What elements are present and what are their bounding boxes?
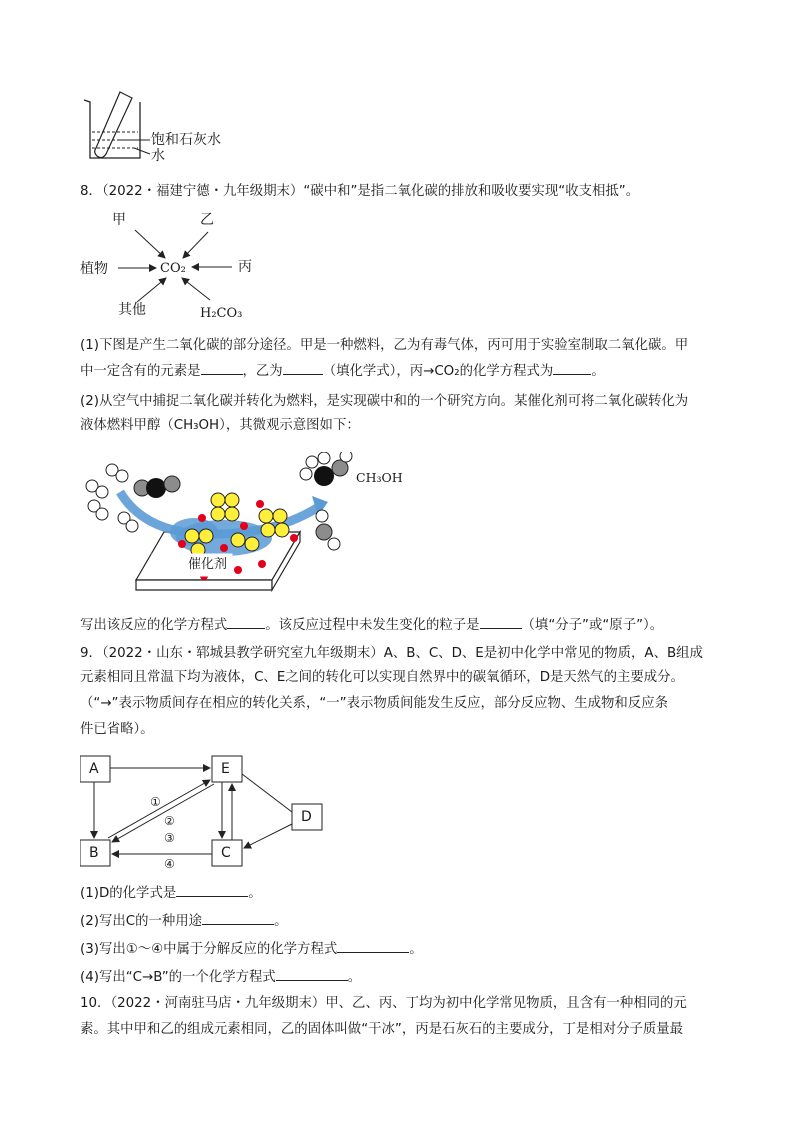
q9-node-a: A [89, 761, 99, 777]
q8-part1-text-c: （填化学式），丙→CO₂的化学方程式为 [322, 364, 554, 379]
q8-answer-element-blank[interactable] [201, 360, 243, 375]
q9-sub3 [80, 938, 720, 960]
q10-line1: 10．（2022・河南驻马店・九年级期末）甲、乙、丙、丁均为初中化学常见物质，且含有一种相同的元 [80, 996, 687, 1011]
q8-label-co2: CO₂ [160, 261, 186, 276]
q8-co2-diagram [80, 208, 280, 326]
q8-part3-text-c: （填“分子”或“原子”）。 [521, 618, 664, 633]
q9-sub4-text: (4)写出“C→B”的一个化学方程式 [80, 970, 276, 985]
q9-relation-arrows [80, 754, 330, 870]
q8-label-jia: 甲 [112, 212, 126, 228]
q9-arrow-label-3: ③ [164, 831, 175, 845]
q8-part1-line1: (1)下图是产生二氧化碳的部分途径。甲是一种燃料，乙为有毒气体，丙可用于实验室制取二氧化碳。甲 [80, 338, 689, 353]
beaker-figure [80, 88, 240, 168]
q9-line2: 元素相同且常温下均为液体，C、E之间的转化可以实现自然界中的碳氧循环，D是天然气的主要成分。 [80, 670, 684, 685]
q9-arrow-label-4: ④ [164, 857, 175, 871]
q8-answer-reaction-blank[interactable] [227, 614, 265, 629]
q9-sub2-blank[interactable] [202, 910, 274, 925]
q9-sub1-text: (1)D的化学式是 [80, 886, 177, 901]
q9-node-e: E [221, 761, 230, 777]
q9-sub3-period: 。 [409, 942, 423, 957]
q10-line2: 素。其中甲和乙的组成元素相同，乙的固体叫做“干冰”，丙是石灰石的主要成分，丁是相对分子质量最 [80, 1022, 684, 1037]
q9-sub4 [80, 966, 720, 988]
q9-sub2-text: (2)写出C的一种用途 [80, 914, 203, 929]
q8-part1-text-b: ，乙为 [242, 364, 283, 379]
beaker-label-saturated-limewater: 饱和石灰水 [151, 132, 221, 148]
q9-sub3-blank[interactable] [337, 938, 409, 953]
q8-part3-line [80, 614, 720, 636]
q8-micro-label-catalyst: 催化剂 [188, 557, 228, 572]
q8-answer-particle-blank[interactable] [480, 614, 522, 629]
q8-answer-equation-blank[interactable] [553, 360, 591, 375]
q9-sub1 [80, 882, 720, 904]
q9-line4: 件已省略）。 [80, 722, 154, 737]
q8-label-bing: 丙 [238, 259, 252, 275]
q8-label-h2co3: H₂CO₃ [200, 306, 243, 321]
q9-sub1-blank[interactable] [176, 882, 248, 897]
q9-arrow-label-1: ① [150, 795, 161, 809]
q8-part3-text-b: 。该反应过程中未发生变化的粒子是 [265, 618, 480, 633]
q9-sub1-period: 。 [248, 886, 262, 901]
q8-answer-gas-blank[interactable] [283, 360, 323, 375]
q9-sub3-text: (3)写出①～④中属于分解反应的化学方程式 [80, 942, 338, 957]
q8-label-yi: 乙 [200, 212, 214, 228]
q8-part1-text-a: 中一定含有的元素是 [80, 364, 201, 379]
q9-node-d: D [301, 809, 312, 825]
q8-part3-text-a: 写出该反应的化学方程式 [80, 618, 228, 633]
q9-arrow-label-2: ② [164, 814, 175, 828]
beaker-label-water: 水 [151, 148, 165, 164]
q9-sub4-period: 。 [347, 970, 362, 985]
q9-line3: （“→”表示物质间存在相应的转化关系，“一”表示物质间能发生反应，部分反应物、生成物和反应条 [80, 696, 668, 711]
q9-node-b: B [89, 845, 99, 861]
q9-sub2-period: 。 [274, 914, 288, 929]
q8-heading: 8．（2022・福建宁德・九年级期末）“碳中和”是指二氧化碳的排放和吸收要实现“收支相抵”。 [80, 184, 640, 199]
q8-micro-diagram [84, 452, 424, 602]
q9-sub2 [80, 910, 720, 932]
q8-part1-text-d: 。 [591, 364, 605, 379]
q8-part1-line2 [80, 360, 720, 382]
q9-node-c: C [221, 845, 231, 861]
q9-line1: 9．（2022・山东・郓城县教学研究室九年级期末）A、B、C、D、E是初中化学中常见的物质，A、B组成 [80, 646, 703, 661]
q9-relation-diagram [80, 754, 330, 870]
q8-part2-line2: 液体燃料甲醇（CH₃OH），其微观示意图如下： [80, 418, 360, 433]
q9-sub4-blank[interactable] [276, 966, 348, 981]
q8-micro-label-ch3oh: CH₃OH [356, 470, 403, 485]
q8-part2-line1: (2)从空气中捕捉二氧化碳并转化为燃料，是实现碳中和的一个研究方向。某催化剂可将二氧化碳转化为 [80, 394, 689, 409]
q8-label-plants: 植物 [80, 261, 108, 277]
q8-label-others: 其他 [118, 302, 146, 318]
